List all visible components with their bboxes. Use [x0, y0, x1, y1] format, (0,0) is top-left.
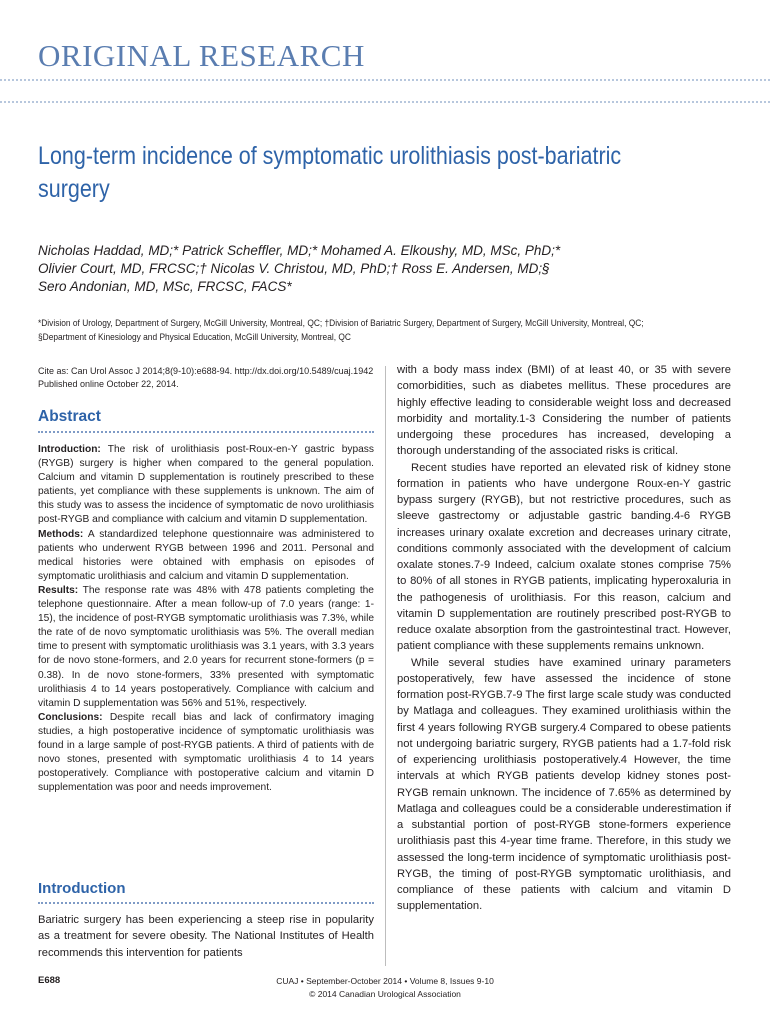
- journal-issue-line: CUAJ • September-October 2014 • Volume 8, Issues 9-10: [276, 976, 494, 986]
- author-line: Sero Andonian, MD, MSc, FRCSC, FACS*: [38, 279, 292, 294]
- abstract-results-label: Results:: [38, 584, 79, 596]
- abstract-conclusions: [38, 711, 374, 796]
- abstract-methods-text: A standardized telephone questionnaire was administered to patients who underwent RYGB between 1996 and 2011. Personal and medical histories were obtained with emphasis on episodes of symptomatic urolithiasis and calcium and vitamin D supplementation.: [38, 528, 374, 582]
- body-paragraph: Recent studies have reported an elevated risk of kidney stone formation in patients who have undergone Roux-en-Y gastric bypass surgery (RYGB), but not restrictive procedures, such as sleeve gastrectomy or adjustable gastric banding.4-6 RYGB increases urinary oxalate excretion and decreases urinary citrate, conditions commonly associated with the development of calcium oxalate stones.7-9 Indeed, calcium oxalate stones comprise 75% to 80% of all stones in RYGB patients, implicating hyperoxaluria in the pathogenesis of urolithiasis. For this reason, calcium and vitamin D supplementation are routinely prescribed post-RYGB to reduce oxalate absorption from the gastrointestinal tract. However, patient compliance with these supplements remains unknown.: [397, 461, 731, 653]
- header-divider-lower: [0, 101, 770, 103]
- abstract-heading: Abstract: [38, 408, 101, 425]
- abstract-intro-text: The risk of urolithiasis post-Roux-en-Y gastric bypass (RYGB) surgery is higher when compared to the general population. Calcium and vitamin D supplementation is routinely prescribed to these patients, yet compliance with these supplements is unknown. The aim of this study was to assess the incidence of symptomatic de novo urolithiasis post-RYGB and compliance with calcium and vitamin D supplementation.: [38, 444, 374, 526]
- introduction-paragraph: Bariatric surgery has been experiencing a steep rise in popularity as a treatment for severe obesity. The National Institutes of Health recommends this intervention for patients: [38, 914, 374, 959]
- abstract-methods: [38, 528, 374, 584]
- abstract-conclusions-text: Despite recall bias and lack of confirmatory imaging studies, a high postoperative incidence of symptomatic urolithiasis was found in a large sample of post-RYGB patients. A third of patients with de novo stones, presented with symptomatic urolithiasis 4 to 14 years postoperatively. Compliance with postoperative calcium and vitamin D supplementation was poor and needs improvement.: [38, 711, 374, 794]
- abstract-results-text: The response rate was 48% with 478 patients completing the telephone questionnaire. After a mean follow-up of 7.0 years (range: 1-15), the incidence of post-RYGB symptomatic urolithiasis was 7.3%, while the rate of de novo symptomatic urolithiasis was 5%. The overall median time to present with symptomatic urolithiasis was 3.1 years, with 3.3 years for de novo stone-formers, and 2.0 years for recurrent stone-formers (p = 0.38). In de novo stone-formers, 33% presented with symptomatic urolithiasis 4 to 14 years postoperatively. Compliance with calcium and vitamin D supplementation was 56% and 51%, respectively.: [38, 584, 374, 709]
- abstract-results: [38, 584, 374, 711]
- abstract-divider: [38, 431, 374, 433]
- journal-footer: [260, 975, 510, 1001]
- introduction-body: [38, 912, 374, 961]
- column-divider: [385, 366, 386, 966]
- author-list: [38, 242, 770, 296]
- author-line: Nicholas Haddad, MD;* Patrick Scheffler, MD;* Mohamed A. Elkoushy, MD, MSc, PhD;*: [38, 243, 561, 258]
- header-divider: [0, 79, 770, 81]
- body-paragraph: with a body mass index (BMI) of at least 40, or 35 with severe comorbidities, such as diabetes mellitus. These procedures are highly effective leading to considerable weight loss and decreased morbidity and mortality.1-3 Considering the number of patients undergoing these procedures has increased, developing a thorough understanding of the associated risks is critical.: [397, 364, 731, 458]
- copyright-line: © 2014 Canadian Urological Association: [309, 989, 461, 999]
- section-label: ORIGINAL RESEARCH: [38, 38, 365, 73]
- citation: Cite as: Can Urol Assoc J 2014;8(9-10):e688-94. http://dx.doi.org/10.5489/cuaj.1942: [38, 366, 374, 376]
- page-number: E688: [38, 975, 61, 986]
- article-title: Long-term incidence of symptomatic urolithiasis post-bariatric surgery: [38, 142, 622, 203]
- abstract-body: [38, 443, 374, 795]
- author-line: Olivier Court, MD, FRCSC;† Nicolas V. Christou, MD, PhD;† Ross E. Andersen, MD;§: [38, 261, 550, 276]
- abstract-introduction: [38, 443, 374, 528]
- published-date: Published online October 22, 2014.: [38, 379, 179, 389]
- introduction-divider: [38, 902, 374, 904]
- citation-block: [38, 365, 378, 391]
- abstract-methods-label: Methods:: [38, 528, 84, 540]
- affiliations: *Division of Urology, Department of Surgery, McGill University, Montreal, QC; †Division of Bariatric Surgery, Department of Surgery, McGill University, Montreal, QC; §Department of Kinesiology and Physical Education, McGill University, Montreal, QC: [38, 318, 644, 342]
- abstract-conclusions-label: Conclusions:: [38, 711, 103, 723]
- introduction-heading: Introduction: [38, 880, 126, 897]
- right-column-body: [397, 362, 731, 915]
- body-paragraph: While several studies have examined urinary parameters postoperatively, few have assessed the incidence of stone formation post-RYGB.7-9 The first large scale study was conducted by Matlaga and colleagues. They examined urolithiasis within the first 4 years following RYGB surgery.4 Compared to obese patients not undergoing bariatric surgery, RYGB patients had a 1.7-fold risk of experiencing urolithiasis postoperatively.4 However, the time intervals at which RYGB patients develop kidney stones post-RYGB remain unknown. The incidence of 7.65% as determined by Matlaga and colleagues could be a considerable underestimation if a substantial portion of post-RYGB stone-formers experience urolithiasis past this 4-year time frame. Therefore, in this study we assessed the long-term incidence of symptomatic urolithiasis post-RYGB, the timing of post-RYGB symptomatic urolithiasis, and compliance of these patients with calcium and vitamin D supplementation.: [397, 656, 731, 913]
- abstract-intro-label: Introduction:: [38, 444, 101, 455]
